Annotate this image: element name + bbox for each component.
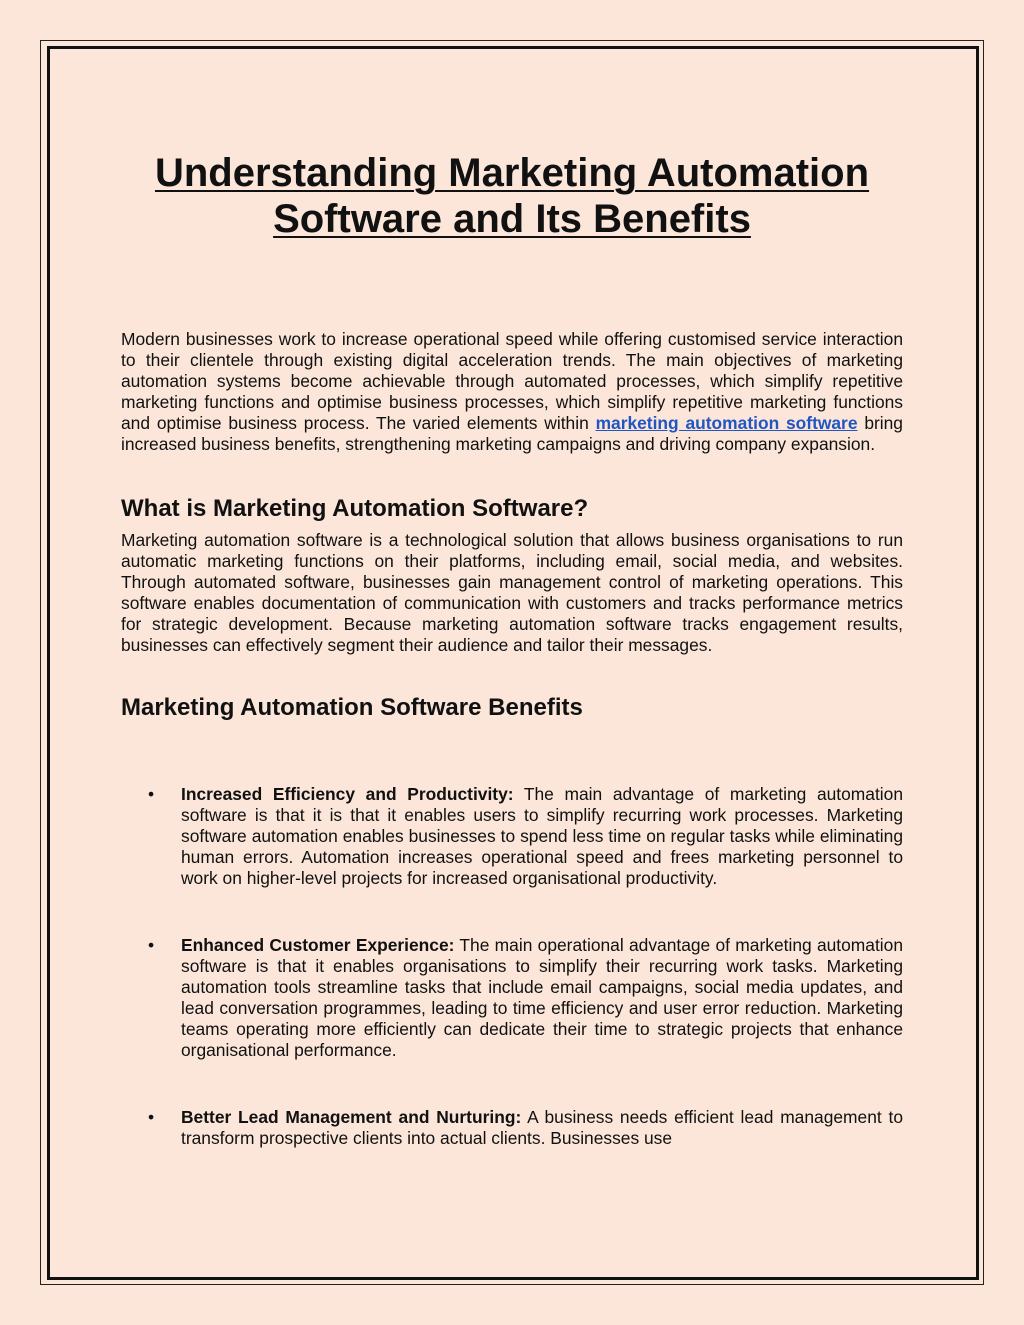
- benefit-paragraph: [181, 1107, 903, 1149]
- what-is-heading: What is Marketing Automation Software?: [121, 495, 589, 522]
- benefit-term: Better Lead Management and Nurturing:: [181, 1107, 522, 1127]
- list-item: [121, 1107, 903, 1149]
- benefits-list: [121, 784, 903, 1149]
- benefit-text: A business needs efficient lead management to transform prospective clients into actual clients. Businesses use: [181, 1107, 903, 1148]
- bullet-icon: •: [148, 784, 155, 804]
- what-is-paragraph: Marketing automation software is a technological solution that allows business organisations to run automatic marketing functions on their platforms, including email, social media, and websites. Through automated software, businesses gain management control of marketing operations. This software enables documentation of communication with customers and tracks performance metrics for strategic development. Because marketing automation software tracks engagement results, businesses can effectively segment their audience and tailor their messages.: [121, 530, 903, 655]
- list-item: [121, 935, 903, 1061]
- intro-paragraph: [121, 329, 903, 455]
- benefit-paragraph: [181, 935, 903, 1061]
- bullet-icon: •: [148, 1107, 155, 1127]
- benefits-heading: Marketing Automation Software Benefits: [121, 694, 583, 721]
- benefit-term: Increased Efficiency and Productivity:: [181, 784, 514, 804]
- benefit-text: The main advantage of marketing automation software is that it is that it enables users to simplify recurring work processes. Marketing software automation enables businesses to spend less time on regular tasks while eliminating human errors. Automation increases operational speed and frees marketing personnel to work on higher-level projects for increased organisational productivity.: [181, 784, 903, 888]
- intro-text-before-link: Modern businesses work to increase operational speed while offering customised service interaction to their clientele through existing digital acceleration trends. The main objectives of marketing automation systems become achievable through automated processes, which simplify repetitive marketing functions and optimise business processes, which simplify repetitive marketing functions and optimise business process. The varied elements within: [121, 329, 903, 433]
- benefit-term: Enhanced Customer Experience:: [181, 935, 455, 955]
- marketing-automation-software-link[interactable]: marketing automation software: [595, 413, 858, 433]
- bullet-icon: •: [148, 935, 155, 955]
- list-item: [121, 784, 903, 889]
- intro-text-after-link: bring increased business benefits, strengthening marketing campaigns and driving company expansion.: [121, 413, 903, 454]
- document-content: [121, 150, 903, 1195]
- page-title: Understanding Marketing Automation Software and Its Benefits: [154, 151, 870, 241]
- benefit-paragraph: [181, 784, 903, 889]
- benefit-text: The main operational advantage of marketing automation software is that it enables organisations to simplify their recurring work tasks. Marketing automation tools streamline tasks that include email campaigns, social media updates, and lead conversation programmes, leading to time efficiency and user error reduction. Marketing teams operating more efficiently can dedicate their time to strategic projects that enhance organisational performance.: [181, 935, 903, 1060]
